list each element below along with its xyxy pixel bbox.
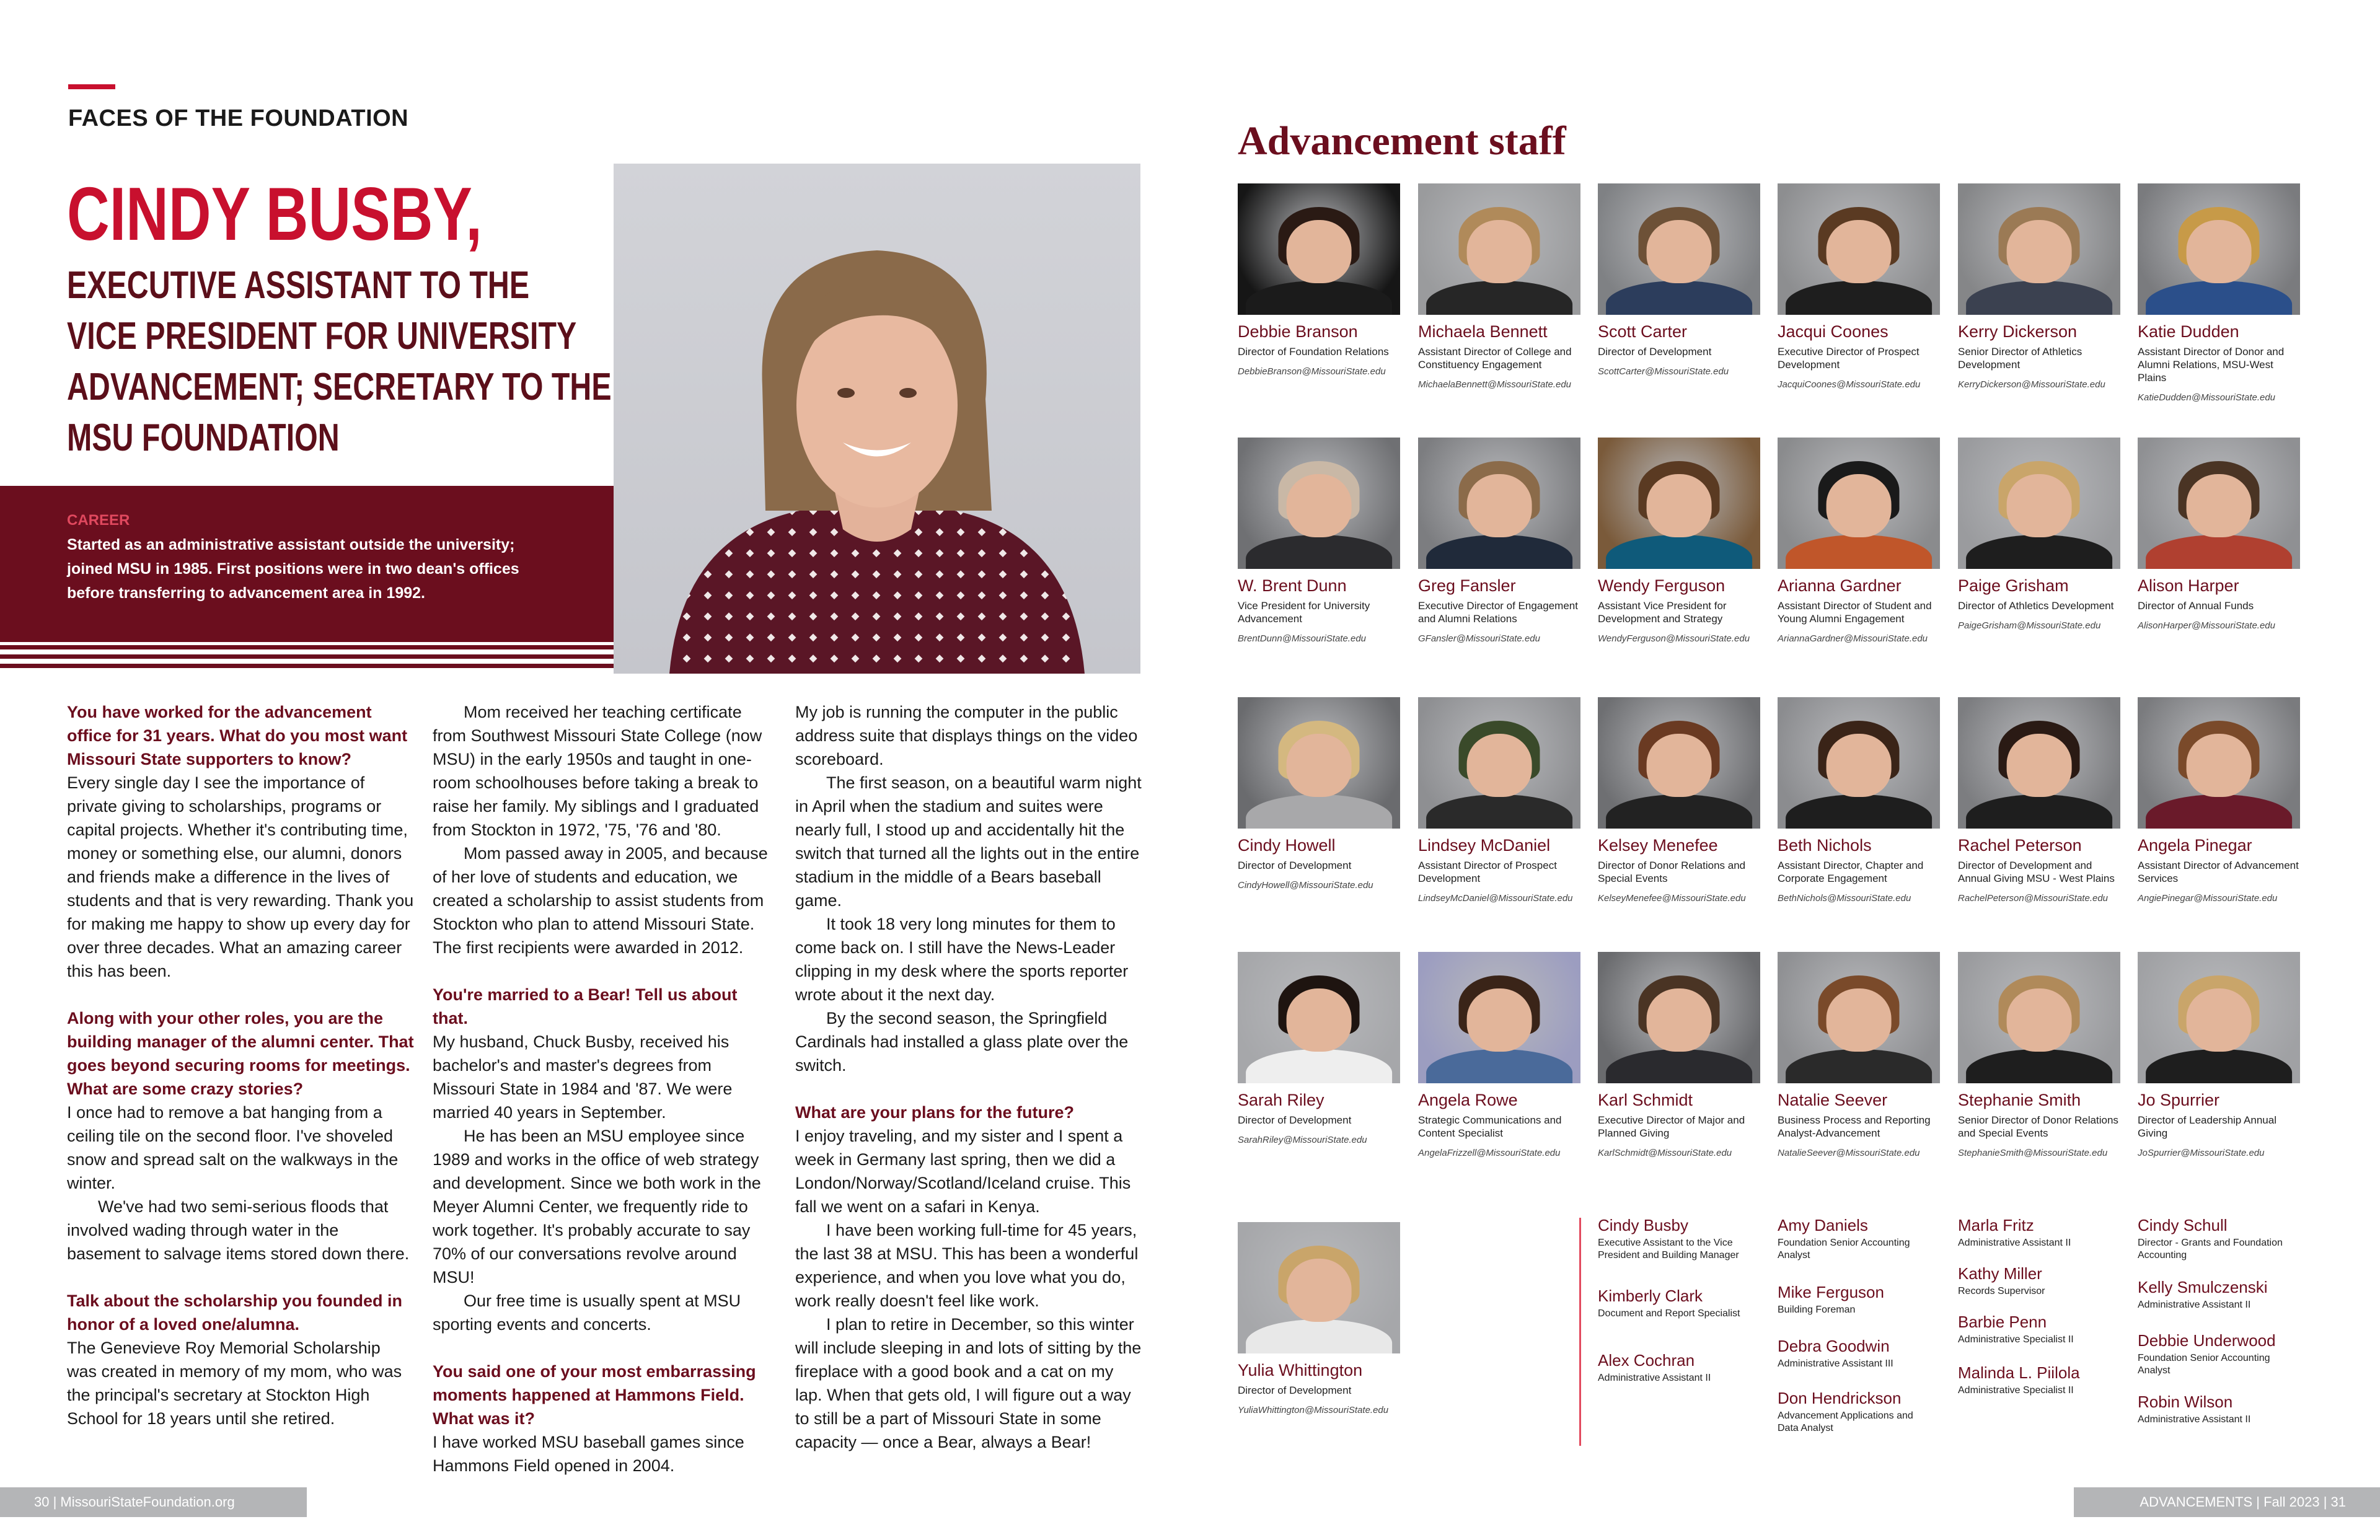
staff-email[interactable]: CindyHowell@MissouriState.edu: [1238, 880, 1373, 891]
staff-photo: [1778, 697, 1940, 829]
staff-list-name: Robin Wilson: [2138, 1393, 2233, 1411]
answer: He has been an MSU employee since 1989 and works in the office of web strategy and development. Since we both work in the Meyer Alumni Center, we frequently ride to work together. It's probably accurate to say 70% of our conversations revolve around MSU!: [433, 1127, 761, 1287]
staff-list-title: Foundation Senior Accounting Analyst: [2138, 1353, 2270, 1376]
staff-name: Paige Grisham: [1958, 576, 2069, 595]
article-column-2: [433, 700, 777, 1477]
staff-photo: [1598, 952, 1760, 1083]
staff-photo: [1238, 438, 1400, 569]
question: You have worked for the advancement office for 31 years. What do you most want Missouri State supporters to know?: [67, 703, 408, 768]
staff-email[interactable]: RachelPeterson@MissouriState.edu: [1958, 893, 2109, 904]
staff-list-name: Kelly Smulczenski: [2138, 1278, 2268, 1296]
staff-photo: [1238, 697, 1400, 829]
staff-list-item: [1958, 1264, 2113, 1298]
staff-card: [2138, 183, 2305, 403]
staff-title: Senior Director of Donor Relations and Special Events: [1958, 1114, 2118, 1139]
staff-list-item: [1598, 1351, 1753, 1384]
question: Along with your other roles, you are the building manager of the alumni center. That goes beyond securing rooms for meetings. What are some crazy stories?: [67, 1009, 414, 1098]
staff-list-title: Building Foreman: [1778, 1305, 1856, 1315]
staff-card: [1238, 952, 1405, 1146]
staff-title: Executive Director of Major and Planned Giving: [1598, 1114, 1745, 1139]
staff-list-title: Foundation Senior Accounting Analyst: [1778, 1238, 1910, 1261]
staff-list-name: Barbie Penn: [1958, 1313, 2047, 1331]
staff-list-item: [1778, 1389, 1933, 1435]
answer: I once had to remove a bat hanging from a ceiling tile on the second floor. I've shoveled snow and spread salt on the walkways in the winter.: [67, 1103, 399, 1192]
staff-photo: [2138, 952, 2300, 1083]
staff-name: Rachel Peterson: [1958, 836, 2082, 855]
staff-list-item: [1958, 1216, 2113, 1249]
staff-title: Director of Donor Relations and Special Events: [1598, 860, 1746, 884]
staff-photo: [1958, 697, 2120, 829]
staff-list-item: [1598, 1216, 1753, 1262]
staff-email[interactable]: PaigeGrisham@MissouriState.edu: [1958, 620, 2101, 631]
staff-email[interactable]: KarlSchmidt@MissouriState.edu: [1598, 1148, 1732, 1158]
question: Talk about the scholarship you founded in honor of a loved one/alumna.: [67, 1291, 403, 1334]
staff-email[interactable]: KerryDickerson@MissouriState.edu: [1958, 379, 2105, 390]
staff-title: Assistant Director of Advancement Services: [2138, 860, 2299, 884]
staff-title: Director of Development and Annual Giving MSU - West Plains: [1958, 860, 2115, 884]
footer-left: [0, 1487, 307, 1517]
staff-list-title: Advancement Applications and Data Analyst: [1778, 1410, 1913, 1433]
article-column-1: [67, 700, 414, 1430]
staff-name: Sarah Riley: [1238, 1091, 1324, 1109]
staff-email[interactable]: YuliaWhittington@MissouriState.edu: [1238, 1405, 1389, 1415]
paragraph: By the second season, the Springfield Cardinals had installed a glass plate over the switch.: [795, 1009, 1129, 1075]
section-label: FACES OF THE FOUNDATION: [68, 105, 409, 131]
staff-list-name: Malinda L. Piilola: [1958, 1363, 2080, 1382]
portrait-illustration: [614, 164, 1140, 674]
staff-title: Director of Annual Funds: [2138, 600, 2254, 612]
staff-list-name: Don Hendrickson: [1778, 1389, 1902, 1407]
staff-title: Assistant Vice President for Development and Strategy: [1598, 600, 1727, 625]
staff-list-item: [1778, 1337, 1933, 1370]
staff-photo: [1778, 183, 1940, 315]
staff-list-name: Cindy Schull: [2138, 1216, 2228, 1234]
staff-photo: [2138, 183, 2300, 315]
answer: I have been working full-time for 45 years, the last 38 at MSU. This has been a wonderful experience, and when you love what you do, work really doesn't feel like work.: [795, 1221, 1139, 1310]
staff-list-title: Director - Grants and Foundation Accounting: [2138, 1238, 2283, 1261]
staff-email[interactable]: AngiePinegar@MissouriState.edu: [2138, 893, 2278, 904]
article-column-3: [795, 700, 1142, 1454]
staff-photo: [1238, 183, 1400, 315]
staff-card: [1238, 438, 1405, 645]
answer: Our free time is usually spent at MSU sporting events and concerts.: [433, 1291, 741, 1334]
profile-title: [67, 260, 612, 464]
stripe: [0, 664, 614, 668]
staff-name: Beth Nichols: [1778, 836, 1872, 855]
staff-list-name: Amy Daniels: [1778, 1216, 1868, 1234]
staff-title: Senior Director of Athletics Development: [1958, 346, 2082, 371]
staff-name: Yulia Whittington: [1238, 1361, 1363, 1379]
staff-name: Natalie Seever: [1778, 1091, 1888, 1109]
staff-list-item: [1958, 1363, 2113, 1397]
answer: I enjoy traveling, and my sister and I spent a week in Germany last spring, then we did a London/Norway/Scotland/Iceland cruise. This fall we went on a safari in Kenya.: [795, 1127, 1131, 1216]
paragraph: The first season, on a beautiful warm night in April when the stadium and suites were nearly full, I stood up and accidentally hit the switch that turned all the lights out in the entire stadium in the middle of a Bears baseball game.: [795, 773, 1142, 910]
staff-email[interactable]: KatieDudden@MissouriState.edu: [2138, 392, 2276, 403]
staff-card: [1598, 697, 1765, 904]
staff-list-item: [1778, 1283, 1933, 1316]
staff-title: Assistant Director of Donor and Alumni Relations, MSU-West Plains: [2138, 346, 2285, 384]
staff-title: Director of Development: [1238, 860, 1352, 871]
staff-card: [1238, 697, 1405, 891]
staff-list-item: [2138, 1216, 2293, 1262]
staff-list-name: Debbie Underwood: [2138, 1331, 2276, 1350]
staff-name: Cindy Howell: [1238, 836, 1336, 855]
staff-name: Angela Rowe: [1418, 1091, 1518, 1109]
staff-card: [2138, 697, 2305, 904]
staff-title: Executive Director of Engagement and Alumni Relations: [1418, 600, 1578, 625]
staff-list-name: Mike Ferguson: [1778, 1283, 1884, 1301]
profile-title-line: EXECUTIVE ASSISTANT TO THE: [67, 264, 530, 307]
profile-title-line: MSU FOUNDATION: [67, 416, 340, 459]
staff-photo: [1598, 697, 1760, 829]
footer-text: 30 | MissouriStateFoundation.org: [34, 1494, 235, 1510]
question: You said one of your most embarrassing moments happened at Hammons Field. What was it?: [433, 1362, 756, 1428]
staff-list-title: Administrative Assistant II: [2138, 1300, 2251, 1310]
staff-name: W. Brent Dunn: [1238, 576, 1347, 595]
staff-email[interactable]: WendyFerguson@MissouriState.edu: [1598, 633, 1750, 644]
staff-name: Wendy Ferguson: [1598, 576, 1726, 595]
staff-card: [1418, 697, 1585, 904]
staff-card: [1958, 952, 2125, 1159]
staff-name: Arianna Gardner: [1778, 576, 1902, 595]
staff-list-item: [2138, 1278, 2293, 1311]
staff-title: Director of Leadership Annual Giving: [2138, 1114, 2276, 1139]
staff-photo: [2138, 438, 2300, 569]
staff-card: [1778, 952, 1945, 1159]
staff-title: Assistant Director of Student and Young Alumni Engagement: [1778, 600, 1932, 625]
staff-email[interactable]: AlisonHarper@MissouriState.edu: [2138, 620, 2275, 631]
staff-title: Strategic Communications and Content Specialist: [1418, 1114, 1562, 1139]
staff-card: [2138, 952, 2305, 1159]
staff-email[interactable]: ScottCarter@MissouriState.edu: [1598, 366, 1729, 377]
staff-photo: [2138, 697, 2300, 829]
staff-email[interactable]: NatalieSeever@MissouriState.edu: [1778, 1148, 1920, 1158]
staff-email[interactable]: LindseyMcDaniel@MissouriState.edu: [1418, 893, 1573, 904]
staff-photo: [1958, 183, 2120, 315]
profile-title-line: ADVANCEMENT; SECRETARY TO THE: [67, 366, 612, 408]
staff-list-title: Administrative Specialist II: [1958, 1385, 2074, 1396]
staff-email[interactable]: StephanieSmith@MissouriState.edu: [1958, 1148, 2108, 1158]
staff-card: [1598, 952, 1765, 1159]
profile-photo: [614, 164, 1140, 674]
staff-name: Kerry Dickerson: [1958, 322, 2078, 341]
staff-card: [1238, 1222, 1405, 1416]
staff-title: Director of Development: [1598, 346, 1712, 358]
staff-email[interactable]: SarahRiley@MissouriState.edu: [1238, 1135, 1367, 1145]
career-label: CAREER: [67, 512, 130, 529]
staff-title: Director of Athletics Development: [1958, 600, 2114, 612]
staff-photo: [1418, 183, 1580, 315]
staff-card: [1778, 697, 1945, 904]
staff-photo: [1238, 952, 1400, 1083]
staff-list-title: Administrative Assistant III: [1778, 1358, 1893, 1369]
staff-name: Scott Carter: [1598, 322, 1688, 341]
staff-photo: [1778, 438, 1940, 569]
footer-right: [2074, 1487, 2380, 1517]
staff-email[interactable]: AriannaGardner@MissouriState.edu: [1778, 633, 1928, 644]
stripe: [0, 645, 614, 649]
answer: We've had two semi-serious floods that involved wading through water in the basement to salvage items stored down there.: [67, 1197, 410, 1263]
staff-email[interactable]: BrentDunn@MissouriState.edu: [1238, 633, 1366, 644]
staff-photo: [1598, 183, 1760, 315]
staff-email[interactable]: MichaelaBennett@MissouriState.edu: [1418, 379, 1572, 390]
staff-card: [1958, 183, 2125, 390]
staff-photo: [1418, 438, 1580, 569]
staff-card: [1778, 438, 1945, 645]
staff-name: Debbie Branson: [1238, 322, 1358, 341]
answer: I have worked MSU baseball games since Hammons Field opened in 2004.: [433, 1433, 744, 1475]
staff-title: Advancement staff: [1238, 118, 1566, 164]
staff-list-name: Kimberly Clark: [1598, 1287, 1703, 1305]
staff-card: [1778, 183, 1945, 390]
staff-name: Alison Harper: [2138, 576, 2239, 595]
staff-photo: [1778, 952, 1940, 1083]
question: What are your plans for the future?: [795, 1103, 1075, 1122]
staff-card: [1598, 438, 1765, 645]
paragraph: Mom passed away in 2005, and because of her love of students and education, we created a scholarship to assist students from Stockton who plan to attend Missouri State. The first recipients were awarded in 2012.: [433, 844, 768, 957]
staff-email[interactable]: JacquiCoones@MissouriState.edu: [1778, 379, 1921, 390]
staff-card: [1598, 183, 1765, 377]
paragraph: Mom received her teaching certificate from Southwest Missouri State College (now MSU) in the early 1950s and taught in one-room schoolhouses before taking a break to raise her family. My siblings and I graduated from Stockton in 1972, '75, '76 and '80.: [433, 703, 762, 839]
staff-card: [2138, 438, 2305, 631]
staff-photo: [1418, 952, 1580, 1083]
staff-name: Lindsey McDaniel: [1418, 836, 1551, 855]
staff-list-item: [2138, 1331, 2293, 1377]
staff-photo: [1598, 438, 1760, 569]
staff-email[interactable]: GFansler@MissouriState.edu: [1418, 633, 1540, 644]
staff-name: Angela Pinegar: [2138, 836, 2252, 855]
staff-card: [1418, 183, 1585, 390]
question: You're married to a Bear! Tell us about that.: [433, 985, 738, 1027]
divider: [1579, 1218, 1581, 1446]
footer-text: ADVANCEMENTS | Fall 2023 | 31: [2140, 1494, 2346, 1510]
staff-photo: [1958, 438, 2120, 569]
staff-name: Michaela Bennett: [1418, 322, 1548, 341]
staff-name: Greg Fansler: [1418, 576, 1516, 595]
staff-name: Kelsey Menefee: [1598, 836, 1718, 855]
staff-email[interactable]: KelseyMenefee@MissouriState.edu: [1598, 893, 1746, 904]
staff-photo: [1238, 1222, 1400, 1353]
staff-list-item: [1958, 1313, 2113, 1346]
answer: The Genevieve Roy Memorial Scholarship was created in memory of my mom, who was the principal's secretary at Stockton High School for 18 years until she retired.: [67, 1339, 402, 1428]
staff-card: [1958, 697, 2125, 904]
profile-name: CINDY BUSBY,: [67, 172, 482, 256]
staff-email[interactable]: AngelaFrizzell@MissouriState.edu: [1418, 1148, 1561, 1158]
staff-card: [1958, 438, 2125, 631]
paragraph: My job is running the computer in the public address suite that displays things on the video scoreboard.: [795, 703, 1138, 768]
staff-email[interactable]: DebbieBranson@MissouriState.edu: [1238, 366, 1386, 377]
staff-list-name: Marla Fritz: [1958, 1216, 2034, 1234]
staff-list-item: [2138, 1393, 2293, 1426]
staff-title: Assistant Director of Prospect Development: [1418, 860, 1557, 884]
staff-list-item: [1778, 1216, 1933, 1262]
staff-list-title: Records Supervisor: [1958, 1286, 2045, 1296]
staff-email[interactable]: JoSpurrier@MissouriState.edu: [2138, 1148, 2265, 1158]
staff-title: Executive Director of Prospect Development: [1778, 346, 1919, 371]
staff-title: Assistant Director, Chapter and Corporate Engagement: [1778, 860, 1924, 884]
staff-list-title: Administrative Assistant II: [1958, 1238, 2071, 1248]
accent-bar: [68, 84, 115, 89]
staff-list-title: Executive Assistant to the Vice President and Building Manager: [1598, 1238, 1739, 1261]
staff-title: Director of Development: [1238, 1114, 1352, 1126]
staff-list-name: Debra Goodwin: [1778, 1337, 1890, 1355]
career-text: Started as an administrative assistant outside the university; joined MSU in 1985. First positions were in two dean's offices before transferring to advancement area in 1992.: [67, 536, 519, 602]
staff-name: Katie Dudden: [2138, 322, 2239, 341]
staff-card: [1418, 438, 1585, 645]
staff-list-title: Administrative Assistant II: [1598, 1373, 1711, 1383]
staff-list-name: Kathy Miller: [1958, 1264, 2042, 1283]
staff-card: [1238, 183, 1405, 377]
paragraph: It took 18 very long minutes for them to come back on. I still have the News-Leader clipping in my desk where the sports reporter wrote about it the next day.: [795, 915, 1129, 1004]
staff-title: Assistant Director of College and Constituency Engagement: [1418, 346, 1572, 371]
answer: I plan to retire in December, so this winter will include sleeping in and lots of sitting by the fireplace with a good book and a cat on my lap. When that gets old, I will figure out a way to still be a part of Missouri State in some capacity — once a Bear, always a Bear!: [795, 1315, 1142, 1451]
staff-list-title: Document and Report Specialist: [1598, 1308, 1740, 1319]
staff-email[interactable]: BethNichols@MissouriState.edu: [1778, 893, 1911, 904]
staff-list-title: Administrative Specialist II: [1958, 1334, 2074, 1345]
staff-title: Director of Development: [1238, 1384, 1352, 1396]
staff-photo: [1958, 952, 2120, 1083]
profile-title-line: VICE PRESIDENT FOR UNIVERSITY: [67, 315, 577, 358]
staff-name: Jacqui Coones: [1778, 322, 1889, 341]
staff-photo: [1418, 697, 1580, 829]
staff-list-title: Administrative Assistant II: [2138, 1414, 2251, 1425]
staff-title: Business Process and Reporting Analyst-Advancement: [1778, 1114, 1931, 1139]
staff-list-item: [1598, 1287, 1753, 1320]
staff-list-name: Cindy Busby: [1598, 1216, 1688, 1234]
staff-name: Jo Spurrier: [2138, 1091, 2220, 1109]
answer: My husband, Chuck Busby, received his bachelor's and master's degrees from Missouri State in 1984 and '87. We were married 40 years in September.: [433, 1032, 733, 1122]
staff-name: Stephanie Smith: [1958, 1091, 2081, 1109]
stripe: [0, 654, 614, 659]
staff-card: [1418, 952, 1585, 1159]
staff-list-name: Alex Cochran: [1598, 1351, 1695, 1370]
staff-title: Vice President for University Advancement: [1238, 600, 1370, 625]
staff-name: Karl Schmidt: [1598, 1091, 1693, 1109]
staff-title: Director of Foundation Relations: [1238, 346, 1389, 358]
answer: Every single day I see the importance of private giving to scholarships, programs or capital projects. Whether it's contributing time, money or something else, our alumni, donors and friends make a difference in the lives of students and that is very rewarding. Thank you for making me happy to show up every day for over three decades. What an amazing career this has been.: [67, 773, 414, 980]
